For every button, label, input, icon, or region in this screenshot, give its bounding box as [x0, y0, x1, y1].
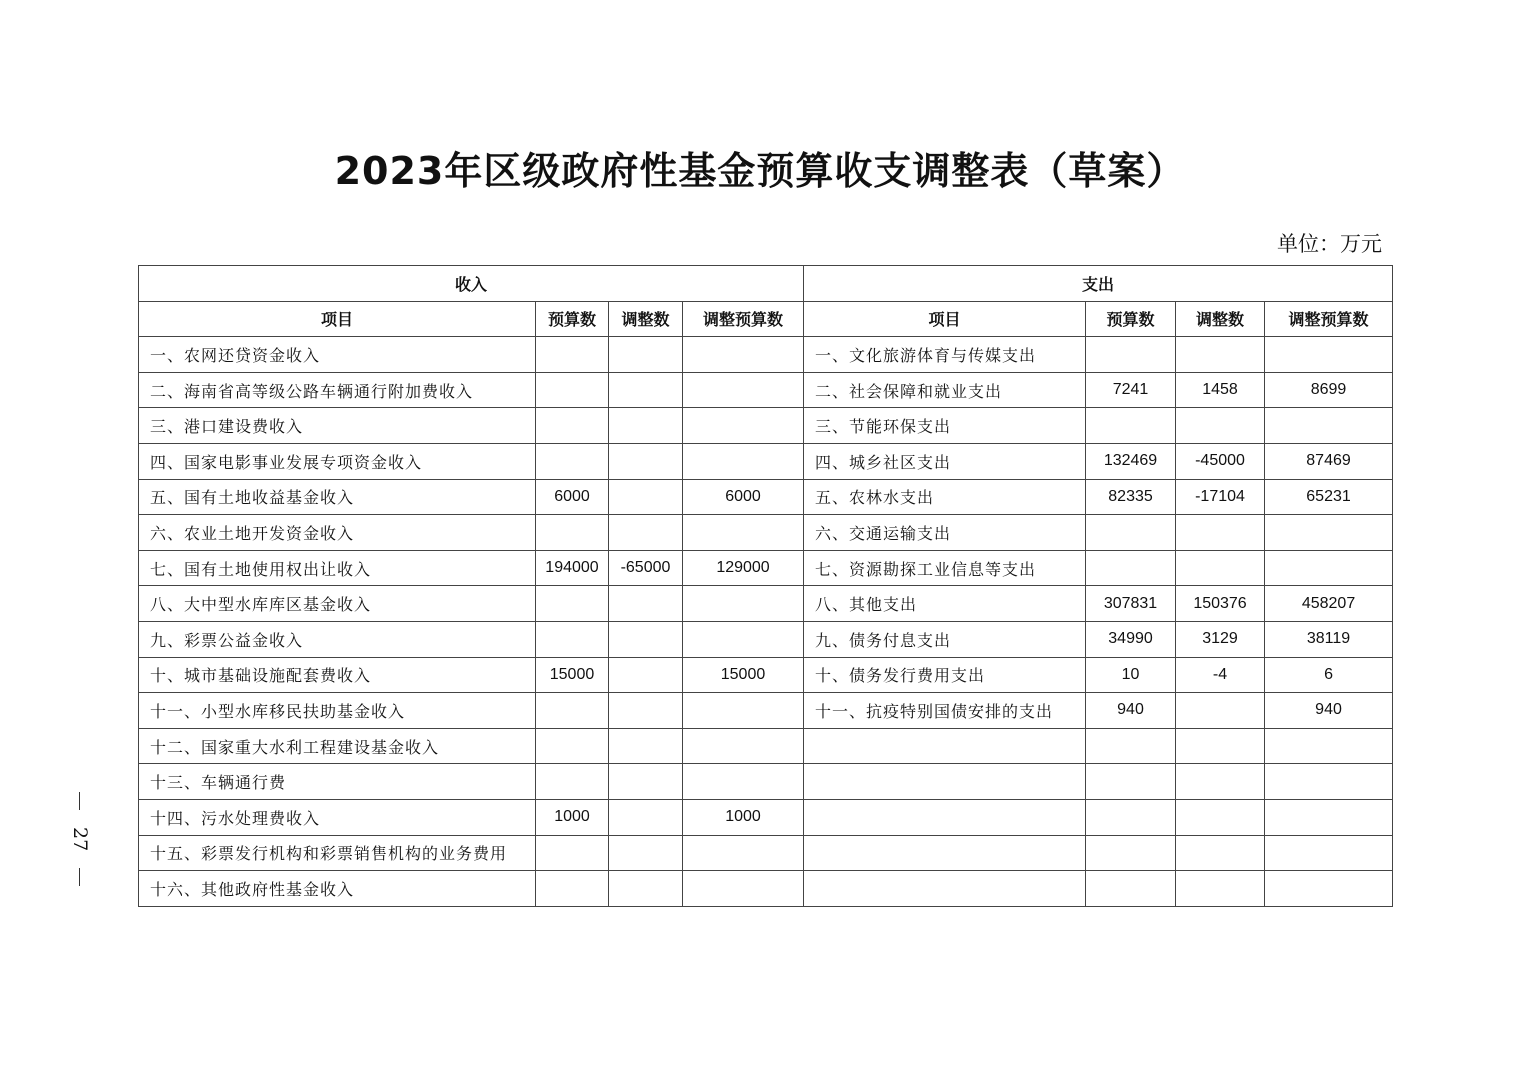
cell-expense-adjusted	[1265, 728, 1393, 764]
cell-income-item: 十、城市基础设施配套费收入	[139, 657, 536, 693]
cell-expense-adjust: 150376	[1176, 586, 1265, 622]
cell-income-item: 八、大中型水库库区基金收入	[139, 586, 536, 622]
cell-expense-budget	[1086, 515, 1176, 551]
cell-expense-item: 六、交通运输支出	[804, 515, 1086, 551]
cell-expense-budget: 132469	[1086, 443, 1176, 479]
cell-income-budget: 15000	[536, 657, 609, 693]
cell-expense-item: 十、债务发行费用支出	[804, 657, 1086, 693]
cell-expense-item: 十一、抗疫特别国债安排的支出	[804, 693, 1086, 729]
cell-expense-adjust	[1176, 693, 1265, 729]
cell-income-adjusted	[683, 586, 804, 622]
cell-expense-adjust	[1176, 871, 1265, 907]
cell-expense-adjusted	[1265, 515, 1393, 551]
cell-income-adjust	[609, 479, 683, 515]
cell-expense-adjust: 3129	[1176, 621, 1265, 657]
cell-income-adjust	[609, 621, 683, 657]
table-row	[139, 408, 1393, 444]
cell-expense-adjust	[1176, 728, 1265, 764]
cell-expense-adjusted: 87469	[1265, 443, 1393, 479]
expense-section-header: 支出	[804, 266, 1393, 302]
cell-expense-adjust: -17104	[1176, 479, 1265, 515]
cell-income-budget	[536, 835, 609, 871]
cell-expense-adjust	[1176, 337, 1265, 373]
cell-income-item: 七、国有土地使用权出让收入	[139, 550, 536, 586]
col-header-expense-item: 项目	[804, 301, 1086, 337]
table-row	[139, 443, 1393, 479]
table-row	[139, 372, 1393, 408]
cell-income-adjusted: 15000	[683, 657, 804, 693]
cell-expense-adjusted	[1265, 408, 1393, 444]
cell-expense-adjust: -45000	[1176, 443, 1265, 479]
cell-expense-item: 五、农林水支出	[804, 479, 1086, 515]
cell-income-item: 十二、国家重大水利工程建设基金收入	[139, 728, 536, 764]
cell-income-adjusted	[683, 835, 804, 871]
cell-income-adjusted	[683, 764, 804, 800]
cell-expense-budget: 82335	[1086, 479, 1176, 515]
cell-income-budget	[536, 408, 609, 444]
cell-income-adjusted: 6000	[683, 479, 804, 515]
cell-income-adjusted	[683, 693, 804, 729]
income-section-header: 收入	[139, 266, 804, 302]
cell-income-adjust	[609, 515, 683, 551]
cell-income-adjust	[609, 408, 683, 444]
table-row	[139, 835, 1393, 871]
cell-income-item: 十六、其他政府性基金收入	[139, 871, 536, 907]
cell-income-budget	[536, 443, 609, 479]
cell-income-item: 五、国有土地收益基金收入	[139, 479, 536, 515]
unit-label: 单位：万元	[1277, 232, 1382, 256]
cell-expense-adjusted	[1265, 835, 1393, 871]
col-header-expense-adjusted: 调整预算数	[1265, 301, 1393, 337]
cell-expense-adjusted	[1265, 871, 1393, 907]
cell-income-item: 十三、车辆通行费	[139, 764, 536, 800]
cell-income-adjust	[609, 657, 683, 693]
cell-income-adjust	[609, 586, 683, 622]
cell-expense-item: 九、债务付息支出	[804, 621, 1086, 657]
cell-income-adjust	[609, 372, 683, 408]
col-header-expense-adjust: 调整数	[1176, 301, 1265, 337]
cell-income-adjust	[609, 443, 683, 479]
cell-income-budget	[536, 337, 609, 373]
table-row	[139, 799, 1393, 835]
cell-expense-budget	[1086, 799, 1176, 835]
cell-income-adjusted	[683, 408, 804, 444]
cell-income-adjusted	[683, 515, 804, 551]
cell-income-adjusted	[683, 337, 804, 373]
table-row	[139, 550, 1393, 586]
page-number-text: 27	[69, 827, 91, 852]
page-number-dash-bottom	[79, 868, 80, 886]
cell-income-adjusted	[683, 621, 804, 657]
cell-income-item: 一、农网还贷资金收入	[139, 337, 536, 373]
cell-expense-adjusted: 65231	[1265, 479, 1393, 515]
cell-expense-item: 三、节能环保支出	[804, 408, 1086, 444]
cell-expense-adjust: 1458	[1176, 372, 1265, 408]
cell-expense-adjusted	[1265, 550, 1393, 586]
cell-expense-adjusted	[1265, 764, 1393, 800]
cell-income-item: 十四、污水处理费收入	[139, 799, 536, 835]
cell-expense-item: 一、文化旅游体育与传媒支出	[804, 337, 1086, 373]
table-row	[139, 337, 1393, 373]
cell-income-adjust	[609, 871, 683, 907]
cell-expense-item	[804, 728, 1086, 764]
cell-income-item: 六、农业土地开发资金收入	[139, 515, 536, 551]
table-row	[139, 657, 1393, 693]
cell-income-item: 二、海南省高等级公路车辆通行附加费收入	[139, 372, 536, 408]
cell-income-adjust	[609, 728, 683, 764]
cell-expense-budget	[1086, 408, 1176, 444]
cell-income-adjusted	[683, 728, 804, 764]
cell-income-budget	[536, 515, 609, 551]
cell-expense-budget	[1086, 337, 1176, 373]
cell-income-adjust	[609, 799, 683, 835]
cell-expense-item	[804, 835, 1086, 871]
cell-expense-adjust	[1176, 764, 1265, 800]
table-row	[139, 586, 1393, 622]
cell-expense-item: 二、社会保障和就业支出	[804, 372, 1086, 408]
document-title: 2023年区级政府性基金预算收支调整表（草案）	[334, 149, 1186, 193]
cell-income-adjusted: 1000	[683, 799, 804, 835]
cell-income-adjust	[609, 337, 683, 373]
cell-expense-item: 八、其他支出	[804, 586, 1086, 622]
cell-expense-budget: 7241	[1086, 372, 1176, 408]
table-row	[139, 693, 1393, 729]
cell-expense-adjust	[1176, 550, 1265, 586]
cell-income-budget	[536, 871, 609, 907]
table-row	[139, 515, 1393, 551]
col-header-income-budget: 预算数	[536, 301, 609, 337]
cell-expense-budget	[1086, 835, 1176, 871]
cell-income-adjusted	[683, 372, 804, 408]
cell-income-item: 四、国家电影事业发展专项资金收入	[139, 443, 536, 479]
cell-expense-budget	[1086, 764, 1176, 800]
table-row	[139, 728, 1393, 764]
table-row	[139, 621, 1393, 657]
budget-table	[138, 265, 1393, 907]
table-row	[139, 871, 1393, 907]
col-header-income-adjusted: 调整预算数	[683, 301, 804, 337]
cell-expense-adjust: -4	[1176, 657, 1265, 693]
cell-income-item: 十五、彩票发行机构和彩票销售机构的业务费用	[139, 835, 536, 871]
page-number	[60, 790, 100, 890]
cell-expense-item	[804, 799, 1086, 835]
cell-expense-adjust	[1176, 515, 1265, 551]
col-header-income-adjust: 调整数	[609, 301, 683, 337]
cell-expense-adjust	[1176, 799, 1265, 835]
cell-income-adjust	[609, 764, 683, 800]
col-header-income-item: 项目	[139, 301, 536, 337]
cell-income-item: 九、彩票公益金收入	[139, 621, 536, 657]
cell-income-budget	[536, 764, 609, 800]
cell-income-adjusted	[683, 871, 804, 907]
cell-expense-item	[804, 871, 1086, 907]
cell-expense-adjusted	[1265, 337, 1393, 373]
cell-income-adjust	[609, 693, 683, 729]
cell-expense-adjust	[1176, 408, 1265, 444]
cell-income-budget	[536, 728, 609, 764]
table-row	[139, 764, 1393, 800]
cell-income-budget	[536, 372, 609, 408]
table-body	[139, 337, 1393, 907]
cell-expense-item: 四、城乡社区支出	[804, 443, 1086, 479]
cell-expense-budget	[1086, 728, 1176, 764]
column-header-row	[139, 301, 1393, 337]
cell-expense-budget	[1086, 871, 1176, 907]
cell-expense-budget: 34990	[1086, 621, 1176, 657]
table-row	[139, 479, 1393, 515]
cell-expense-adjusted: 940	[1265, 693, 1393, 729]
cell-income-budget	[536, 693, 609, 729]
cell-income-adjusted	[683, 443, 804, 479]
cell-expense-budget	[1086, 550, 1176, 586]
cell-expense-budget: 307831	[1086, 586, 1176, 622]
cell-expense-adjust	[1176, 835, 1265, 871]
cell-income-budget: 194000	[536, 550, 609, 586]
cell-income-budget	[536, 621, 609, 657]
cell-expense-budget: 940	[1086, 693, 1176, 729]
cell-expense-adjusted: 8699	[1265, 372, 1393, 408]
cell-income-budget: 6000	[536, 479, 609, 515]
cell-expense-item	[804, 764, 1086, 800]
col-header-expense-budget: 预算数	[1086, 301, 1176, 337]
cell-expense-item: 七、资源勘探工业信息等支出	[804, 550, 1086, 586]
cell-income-adjust	[609, 835, 683, 871]
cell-expense-budget: 10	[1086, 657, 1176, 693]
cell-income-budget: 1000	[536, 799, 609, 835]
cell-income-item: 十一、小型水库移民扶助基金收入	[139, 693, 536, 729]
cell-income-adjust: -65000	[609, 550, 683, 586]
cell-income-budget	[536, 586, 609, 622]
cell-income-item: 三、港口建设费收入	[139, 408, 536, 444]
cell-income-adjusted: 129000	[683, 550, 804, 586]
cell-expense-adjusted: 6	[1265, 657, 1393, 693]
section-header-row	[139, 266, 1393, 302]
page-number-dash-top	[79, 792, 80, 810]
cell-expense-adjusted: 458207	[1265, 586, 1393, 622]
cell-expense-adjusted: 38119	[1265, 621, 1393, 657]
cell-expense-adjusted	[1265, 799, 1393, 835]
